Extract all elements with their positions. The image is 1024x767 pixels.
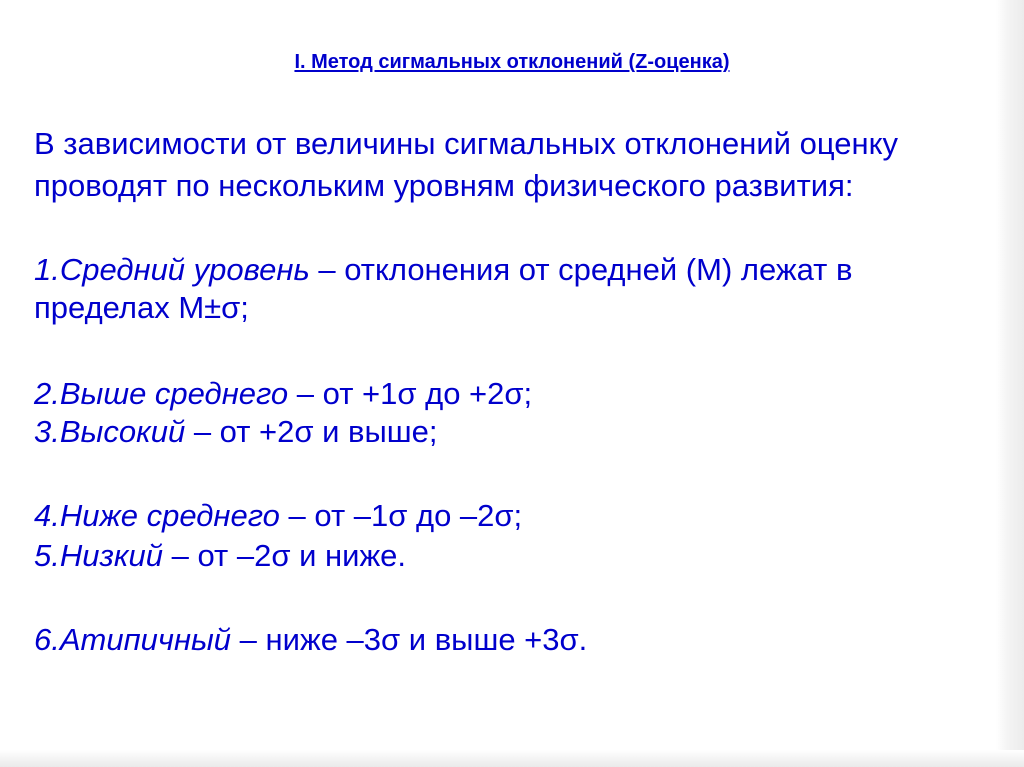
level-3 (34, 414, 438, 450)
level-1 (34, 252, 852, 288)
slide-title-text: I. Метод сигмальных отклонений (Z-оценка) (294, 51, 730, 73)
level-4-term: 4.Ниже среднего (34, 498, 280, 533)
intro-line-1: В зависимости от величины сигмальных отклонений оценку (34, 126, 899, 161)
level-5 (34, 538, 406, 574)
intro-line-2: проводят по нескольким уровням физического развития: (34, 168, 854, 203)
slide-title (0, 50, 1024, 74)
level-5-term: 5.Низкий (34, 538, 164, 573)
level-3-desc: – от +2σ и выше; (185, 414, 438, 449)
level-4-desc: – от –1σ до –2σ; (279, 498, 523, 533)
level-2-desc: – от +1σ до +2σ; (288, 376, 533, 411)
slide-edge-shadow-right (996, 0, 1024, 767)
level-1-desc: – отклонения от средней (М) лежат в (309, 252, 853, 287)
level-4 (34, 498, 522, 534)
level-2-term: 2.Выше среднего (34, 376, 289, 411)
level-6-term: 6.Атипичный (34, 622, 232, 657)
level-5-desc: – от –2σ и ниже. (163, 538, 407, 573)
level-1-term: 1.Средний уровень (34, 252, 310, 287)
slide-edge-shadow-bottom (0, 750, 1024, 767)
level-2 (34, 376, 532, 412)
level-6-desc: – ниже –3σ и выше +3σ. (231, 622, 588, 657)
level-6 (34, 622, 587, 658)
level-1-continued: пределах M±σ; (34, 290, 249, 325)
level-3-term: 3.Высокий (34, 414, 186, 449)
